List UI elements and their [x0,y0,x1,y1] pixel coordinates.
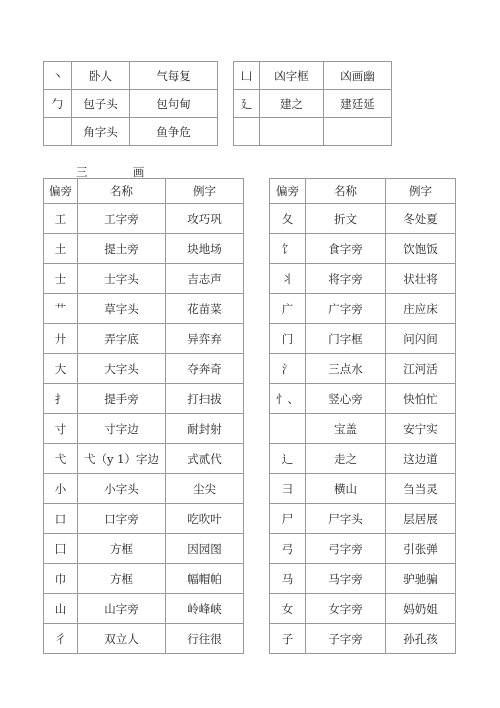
left-name: 弄字底 [78,324,166,354]
header-right-radical: 偏旁 [270,179,306,204]
column-gap [244,564,270,594]
header-left-name: 名称 [78,179,166,204]
left-radical: 大 [44,354,78,384]
top-left-examples: 包句甸 [130,90,218,118]
right-examples: 江河活 [386,354,456,384]
right-name: 竖心旁 [306,384,386,414]
table-row [44,414,456,444]
right-radical [270,414,306,444]
right-examples: 快怕忙 [386,384,456,414]
right-name: 马字旁 [306,564,386,594]
top-left-name: 角字头 [72,118,130,146]
table-row [44,354,456,384]
left-examples: 尘尖 [166,474,244,504]
left-radical: 扌 [44,384,78,414]
right-radical: 女 [270,594,306,624]
table-row [44,594,456,624]
table-row [44,324,456,354]
left-name: 寸字边 [78,414,166,444]
table-row [44,384,456,414]
right-examples: 妈奶姐 [386,594,456,624]
left-name: 士字头 [78,264,166,294]
top-left-examples: 气每复 [130,62,218,90]
table-row [44,444,456,474]
left-name: 方框 [78,564,166,594]
right-name: 子字旁 [306,624,386,654]
left-radical: 士 [44,264,78,294]
right-name: 将字旁 [306,264,386,294]
right-name: 宝盖 [306,414,386,444]
section-heading-char-1: 三 [76,165,88,179]
right-name: 折文 [306,204,386,234]
right-name: 弓字旁 [306,534,386,564]
table-row [44,534,456,564]
top-right-name [260,118,324,146]
right-name: 广字旁 [306,294,386,324]
left-name: 提土旁 [78,234,166,264]
left-examples: 因园图 [166,534,244,564]
column-gap [244,264,270,294]
left-examples: 式贰代 [166,444,244,474]
table-row [44,504,456,534]
right-examples: 孙孔孩 [386,624,456,654]
left-radical: 山 [44,594,78,624]
left-name: 草字头 [78,294,166,324]
column-gap [244,294,270,324]
column-gap [244,534,270,564]
right-name: 三点水 [306,354,386,384]
left-examples: 攻巧巩 [166,204,244,234]
right-name: 食字旁 [306,234,386,264]
left-name: 工字旁 [78,204,166,234]
top-right-examples: 凶画幽 [324,62,392,90]
right-radical: 尸 [270,504,306,534]
top-right-radical: 凵 [234,62,260,90]
right-radical: 忄、 [270,384,306,414]
right-name: 走之 [306,444,386,474]
right-examples: 引张弹 [386,534,456,564]
right-examples: 层居展 [386,504,456,534]
top-left-row [44,90,218,118]
left-examples: 花苗菜 [166,294,244,324]
right-examples: 冬处夏 [386,204,456,234]
right-examples: 庄应床 [386,294,456,324]
table-row [44,474,456,504]
left-examples: 块地场 [166,234,244,264]
radical-table [43,178,456,654]
left-radical: 土 [44,234,78,264]
top-left-examples: 鱼争危 [130,118,218,146]
radical-table-body [44,179,456,654]
top-table-right [233,61,392,146]
right-radical: 弓 [270,534,306,564]
left-name: 山字旁 [78,594,166,624]
left-radical: 弋 [44,444,78,474]
header-right-name: 名称 [306,179,386,204]
table-row [44,624,456,654]
left-radical: 囗 [44,534,78,564]
right-radical: 丬 [270,264,306,294]
column-gap [244,594,270,624]
right-examples: 这边道 [386,444,456,474]
column-gap [244,324,270,354]
top-right-examples [324,118,392,146]
left-radical: 口 [44,504,78,534]
top-right-row [234,90,392,118]
top-right-row [234,118,392,146]
left-radical: 小 [44,474,78,504]
top-right-name: 凶字框 [260,62,324,90]
section-heading-char-2: 画 [132,165,145,179]
right-radical: 饣 [270,234,306,264]
top-right-radical: 廴 [234,90,260,118]
top-left-row [44,118,218,146]
column-gap [244,384,270,414]
right-examples: 问闪间 [386,324,456,354]
left-radical: 艹 [44,294,78,324]
left-radical: 寸 [44,414,78,444]
left-radical: 廾 [44,324,78,354]
left-examples: 异弈弃 [166,324,244,354]
table-row [44,264,456,294]
header-left-examples: 例字 [166,179,244,204]
left-name: 口字旁 [78,504,166,534]
table-row [44,204,456,234]
column-gap [244,624,270,654]
column-gap [244,179,270,204]
top-left-row [44,62,218,90]
right-name: 横山 [306,474,386,504]
right-radical: 夂 [270,204,306,234]
right-radical: 子 [270,624,306,654]
left-examples: 岭峰峡 [166,594,244,624]
top-table-right-body [234,62,392,146]
top-left-radical [44,118,72,146]
top-table-left [43,61,218,146]
table-header-row [44,179,456,204]
right-name: 尸字头 [306,504,386,534]
column-gap [244,474,270,504]
left-examples: 夺奔奇 [166,354,244,384]
top-right-row [234,62,392,90]
right-name: 女字旁 [306,594,386,624]
left-examples: 幅帽帕 [166,564,244,594]
right-examples: 驴驰骗 [386,564,456,594]
right-examples: 状壮将 [386,264,456,294]
header-left-radical: 偏旁 [44,179,78,204]
right-radical: 氵 [270,354,306,384]
right-name: 门字框 [306,324,386,354]
left-radical: 工 [44,204,78,234]
right-radical: 彐 [270,474,306,504]
right-radical: 马 [270,564,306,594]
column-gap [244,204,270,234]
table-row [44,564,456,594]
header-right-examples: 例字 [386,179,456,204]
column-gap [244,444,270,474]
column-gap [244,504,270,534]
top-right-name: 建之 [260,90,324,118]
right-examples: 刍当灵 [386,474,456,504]
right-radical: 门 [270,324,306,354]
right-radical: 辶 [270,444,306,474]
left-name: 提手旁 [78,384,166,414]
right-radical: 广 [270,294,306,324]
right-examples: 安宁实 [386,414,456,444]
left-examples: 吉志声 [166,264,244,294]
left-name: 双立人 [78,624,166,654]
left-examples: 耐封射 [166,414,244,444]
left-name: 弋（y 1）字边 [78,444,166,474]
left-radical: 巾 [44,564,78,594]
column-gap [244,414,270,444]
top-right-radical [234,118,260,146]
left-examples: 打扫拔 [166,384,244,414]
table-row [44,294,456,324]
right-examples: 饮饱饭 [386,234,456,264]
top-left-name: 包子头 [72,90,130,118]
column-gap [244,354,270,384]
left-name: 方框 [78,534,166,564]
left-radical: 彳 [44,624,78,654]
top-left-name: 卧人 [72,62,130,90]
top-left-radical: 勹 [44,90,72,118]
left-examples: 行往很 [166,624,244,654]
left-examples: 吃吹叶 [166,504,244,534]
top-table-left-body [44,62,218,146]
column-gap [244,234,270,264]
top-right-examples: 建廷延 [324,90,392,118]
top-left-radical: 丶 [44,62,72,90]
table-row [44,234,456,264]
left-name: 大字头 [78,354,166,384]
left-name: 小字头 [78,474,166,504]
